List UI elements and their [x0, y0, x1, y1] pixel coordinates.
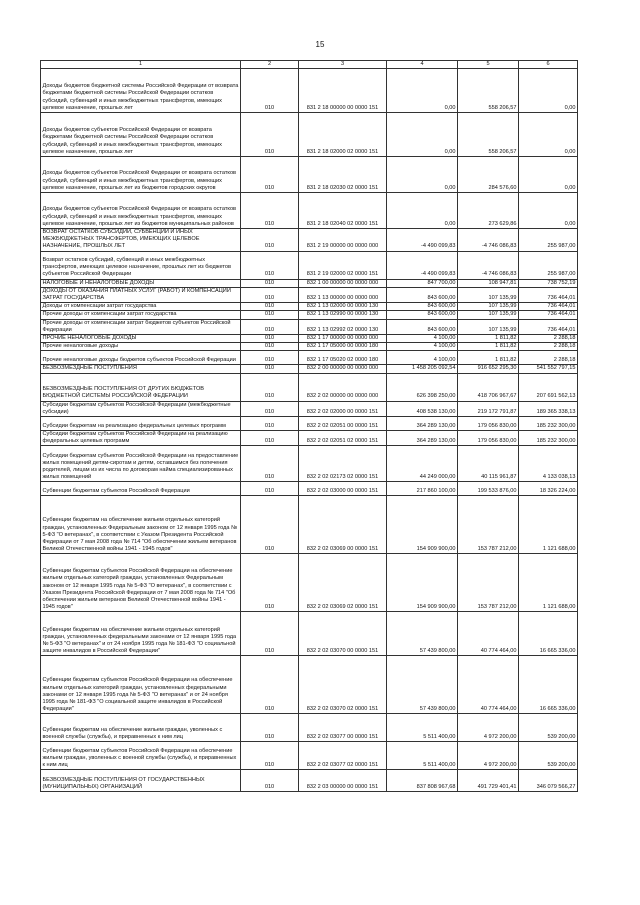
row-name-cell: Субсидии бюджетам субъектов Российской Федерации на реализацию федеральных целевых программ — [41, 431, 241, 446]
table-row — [41, 496, 578, 554]
row-line-code-cell: 010 — [241, 612, 299, 656]
row-approved-cell: 217 860 100,00 — [387, 482, 458, 496]
row-name-cell: Субвенции бюджетам субъектов Российской Федерации на обеспечение жильем отдельных категорий граждан, установленных федеральными законами от 12 января 1995 года № 5-ФЗ "О ветеранах" и от 24 ноября 1995 года № 181-ФЗ "О социальной защите инвалидов в Российской Федерации" — [41, 656, 241, 714]
row-unexecuted-cell: 255 987,00 — [519, 229, 578, 252]
row-executed-cell: 153 787 212,00 — [458, 496, 519, 554]
row-line-code-cell: 010 — [241, 303, 299, 311]
row-unexecuted-cell: 541 552 797,15 — [519, 365, 578, 373]
table-row — [41, 157, 578, 193]
row-budget-code-cell: 831 2 18 00000 00 0000 151 — [299, 69, 387, 113]
row-executed-cell: 1 811,82 — [458, 351, 519, 365]
row-budget-code-cell: 832 2 02 02000 00 0000 151 — [299, 401, 387, 416]
row-budget-code-cell: 832 2 00 00000 00 0000 000 — [299, 365, 387, 373]
row-approved-cell: 626 398 250,00 — [387, 373, 458, 401]
row-name-cell: Доходы от компенсации затрат государства — [41, 303, 241, 311]
table-row — [41, 612, 578, 656]
row-line-code-cell: 010 — [241, 482, 299, 496]
table-row — [41, 554, 578, 612]
row-budget-code-cell: 832 2 02 03077 02 0000 151 — [299, 742, 387, 770]
row-line-code-cell: 010 — [241, 69, 299, 113]
table-row — [41, 365, 578, 373]
row-line-code-cell: 010 — [241, 496, 299, 554]
row-unexecuted-cell: 2 288,18 — [519, 351, 578, 365]
row-unexecuted-cell: 1 121 688,00 — [519, 554, 578, 612]
row-executed-cell: 491 729 401,41 — [458, 770, 519, 792]
row-budget-code-cell: 832 2 02 03000 00 0000 151 — [299, 482, 387, 496]
table-row — [41, 279, 578, 287]
row-executed-cell: 40 774 464,00 — [458, 656, 519, 714]
row-approved-cell: 843 600,00 — [387, 319, 458, 334]
table-row — [41, 193, 578, 229]
table-row — [41, 69, 578, 113]
row-executed-cell: -4 746 086,83 — [458, 251, 519, 279]
row-unexecuted-cell: 736 464,01 — [519, 319, 578, 334]
row-budget-code-cell: 832 2 02 00000 00 0000 000 — [299, 373, 387, 401]
table-row — [41, 401, 578, 416]
row-line-code-cell: 010 — [241, 714, 299, 742]
row-executed-cell: 107 135,99 — [458, 303, 519, 311]
row-budget-code-cell: 832 1 13 00000 00 0000 000 — [299, 287, 387, 302]
row-budget-code-cell: 832 2 02 03077 00 0000 151 — [299, 714, 387, 742]
row-approved-cell: -4 490 099,83 — [387, 229, 458, 252]
row-budget-code-cell: 832 2 02 02051 00 0000 151 — [299, 417, 387, 431]
row-executed-cell: 558 206,57 — [458, 113, 519, 157]
header-row — [41, 61, 578, 69]
row-unexecuted-cell: 189 365 338,13 — [519, 401, 578, 416]
row-name-cell: Возврат остатков субсидий, субвенций и иных межбюджетных трансфертов, имеющих целевое назначение, прошлых лет из бюджетов субъектов Российской Федерации — [41, 251, 241, 279]
row-budget-code-cell: 832 1 17 05000 00 0000 180 — [299, 343, 387, 351]
row-budget-code-cell: 832 2 02 02051 02 0000 151 — [299, 431, 387, 446]
row-approved-cell: 0,00 — [387, 157, 458, 193]
row-unexecuted-cell: 185 232 300,00 — [519, 431, 578, 446]
row-name-cell: Субсидии бюджетам субъектов Российской Федерации на предоставление жилых помещений детям-сиротам и детям, оставшимся без попечения родителей, лицам из их числа по договорам найма специализированных жилых помещений — [41, 446, 241, 482]
row-unexecuted-cell: 2 288,18 — [519, 343, 578, 351]
row-unexecuted-cell: 0,00 — [519, 69, 578, 113]
row-approved-cell: 4 100,00 — [387, 351, 458, 365]
row-executed-cell: 558 206,57 — [458, 69, 519, 113]
row-name-cell: Субвенции бюджетам на обеспечение жильем отдельных категорий граждан, установленных Федеральным законом от 12 января 1995 года № 5-ФЗ "О ветеранах", в соответствии с Указом Президента Российской Федерации от 7 мая 2008 года № 714 "Об обеспечении жильем ветеранов Великой Отечественной войны 1941 - 1945 годов" — [41, 496, 241, 554]
row-line-code-cell: 010 — [241, 319, 299, 334]
row-approved-cell: 4 100,00 — [387, 343, 458, 351]
row-budget-code-cell: 832 1 13 02990 00 0000 130 — [299, 311, 387, 319]
row-executed-cell: 108 947,81 — [458, 279, 519, 287]
row-approved-cell: 154 909 900,00 — [387, 496, 458, 554]
row-executed-cell: 219 172 791,87 — [458, 401, 519, 416]
row-line-code-cell: 010 — [241, 351, 299, 365]
row-unexecuted-cell: 0,00 — [519, 113, 578, 157]
row-name-cell: БЕЗВОЗМЕЗДНЫЕ ПОСТУПЛЕНИЯ — [41, 365, 241, 373]
row-executed-cell: 916 652 295,30 — [458, 365, 519, 373]
row-budget-code-cell: 832 2 02 03070 00 0000 151 — [299, 612, 387, 656]
column-header: 5 — [458, 61, 519, 69]
row-budget-code-cell: 832 1 17 05020 02 0000 180 — [299, 351, 387, 365]
row-line-code-cell: 010 — [241, 335, 299, 343]
row-name-cell: Субвенции бюджетам субъектов Российской Федерации на обеспечение жильем отдельных категорий граждан, установленных Федеральным законом от 12 января 1995 года № 5-ФЗ "О ветеранах", в соответствии с Указом Президента Российской Федерации от 7 мая 2008 года № 714 "Об обеспечении жильем ветеранов Великой Отечественной войны 1941 - 1945 годов" — [41, 554, 241, 612]
row-line-code-cell: 010 — [241, 229, 299, 252]
row-budget-code-cell: 831 2 18 02040 02 0000 151 — [299, 193, 387, 229]
row-line-code-cell: 010 — [241, 157, 299, 193]
table-row — [41, 431, 578, 446]
row-budget-code-cell: 831 2 19 00000 00 0000 000 — [299, 229, 387, 252]
row-line-code-cell: 010 — [241, 343, 299, 351]
row-unexecuted-cell: 207 691 562,13 — [519, 373, 578, 401]
row-line-code-cell: 010 — [241, 279, 299, 287]
row-name-cell: Субвенции бюджетам на обеспечение жильем граждан, уволенных с военной службы (службы), и приравненных к ним лиц — [41, 714, 241, 742]
row-unexecuted-cell: 16 665 336,00 — [519, 612, 578, 656]
row-unexecuted-cell: 255 987,00 — [519, 251, 578, 279]
row-executed-cell: 1 811,82 — [458, 335, 519, 343]
row-approved-cell: 44 249 000,00 — [387, 446, 458, 482]
row-name-cell: БЕЗВОЗМЕЗДНЫЕ ПОСТУПЛЕНИЯ ОТ ГОСУДАРСТВЕННЫХ (МУНИЦИПАЛЬНЫХ) ОРГАНИЗАЦИЙ — [41, 770, 241, 792]
row-line-code-cell: 010 — [241, 446, 299, 482]
row-approved-cell: 57 439 800,00 — [387, 612, 458, 656]
row-name-cell: Субсидии бюджетам субъектов Российской Федерации (межбюджетные субсидии) — [41, 401, 241, 416]
row-executed-cell: 40 774 464,00 — [458, 612, 519, 656]
row-name-cell: Доходы бюджетов бюджетной системы Российской Федерации от возврата бюджетами бюджетной системы Российской Федерации остатков субсидий, субвенций и иных межбюджетных трансфертов, имеющих целевое назначение, прошлых лет — [41, 69, 241, 113]
row-executed-cell: 199 533 876,00 — [458, 482, 519, 496]
row-approved-cell: 57 439 800,00 — [387, 656, 458, 714]
row-line-code-cell: 010 — [241, 431, 299, 446]
row-name-cell: ПРОЧИЕ НЕНАЛОГОВЫЕ ДОХОДЫ — [41, 335, 241, 343]
row-name-cell: Прочие доходы от компенсации затрат государства — [41, 311, 241, 319]
row-unexecuted-cell: 736 464,01 — [519, 303, 578, 311]
row-name-cell: Субвенции бюджетам субъектов Российской Федерации — [41, 482, 241, 496]
row-name-cell: Прочие неналоговые доходы — [41, 343, 241, 351]
row-approved-cell: 843 600,00 — [387, 287, 458, 302]
row-line-code-cell: 010 — [241, 417, 299, 431]
row-budget-code-cell: 832 2 02 03069 02 0000 151 — [299, 554, 387, 612]
row-line-code-cell: 010 — [241, 365, 299, 373]
table-row — [41, 335, 578, 343]
row-name-cell: НАЛОГОВЫЕ И НЕНАЛОГОВЫЕ ДОХОДЫ — [41, 279, 241, 287]
row-line-code-cell: 010 — [241, 287, 299, 302]
row-budget-code-cell: 831 2 19 02000 02 0000 151 — [299, 251, 387, 279]
row-name-cell: БЕЗВОЗМЕЗДНЫЕ ПОСТУПЛЕНИЯ ОТ ДРУГИХ БЮДЖЕТОВ БЮДЖЕТНОЙ СИСТЕМЫ РОССИЙСКОЙ ФЕДЕРАЦИИ — [41, 373, 241, 401]
table-row — [41, 303, 578, 311]
row-approved-cell: 0,00 — [387, 69, 458, 113]
table-row — [41, 343, 578, 351]
column-header: 3 — [299, 61, 387, 69]
row-line-code-cell: 010 — [241, 113, 299, 157]
row-unexecuted-cell: 18 326 224,00 — [519, 482, 578, 496]
row-budget-code-cell: 831 2 18 02030 02 0000 151 — [299, 157, 387, 193]
row-approved-cell: 847 700,00 — [387, 279, 458, 287]
row-budget-code-cell: 832 1 13 02000 00 0000 130 — [299, 303, 387, 311]
table-row — [41, 113, 578, 157]
row-executed-cell: 107 135,99 — [458, 287, 519, 302]
row-executed-cell: 4 972 200,00 — [458, 714, 519, 742]
table-row — [41, 482, 578, 496]
row-budget-code-cell: 832 2 03 00000 00 0000 151 — [299, 770, 387, 792]
row-executed-cell: -4 746 086,83 — [458, 229, 519, 252]
row-line-code-cell: 010 — [241, 251, 299, 279]
table-row — [41, 229, 578, 252]
row-approved-cell: 843 600,00 — [387, 311, 458, 319]
row-budget-code-cell: 832 2 02 03069 00 0000 151 — [299, 496, 387, 554]
row-executed-cell: 4 972 200,00 — [458, 742, 519, 770]
row-name-cell: ДОХОДЫ ОТ ОКАЗАНИЯ ПЛАТНЫХ УСЛУГ (РАБОТ) И КОМПЕНСАЦИИ ЗАТРАТ ГОСУДАРСТВА — [41, 287, 241, 302]
row-approved-cell: 0,00 — [387, 193, 458, 229]
table-row — [41, 417, 578, 431]
table-row — [41, 656, 578, 714]
row-line-code-cell: 010 — [241, 554, 299, 612]
column-header: 6 — [519, 61, 578, 69]
row-unexecuted-cell: 539 200,00 — [519, 714, 578, 742]
row-executed-cell: 1 811,82 — [458, 343, 519, 351]
row-name-cell: Субсидии бюджетам на реализацию федеральных целевых программ — [41, 417, 241, 431]
row-name-cell: Субвенции бюджетам субъектов Российской Федерации на обеспечение жильем граждан, уволенных с военной службы (службы), и приравненных к ним лиц — [41, 742, 241, 770]
row-executed-cell: 40 115 961,87 — [458, 446, 519, 482]
row-approved-cell: 364 289 130,00 — [387, 417, 458, 431]
page-number: 15 — [315, 40, 325, 49]
row-unexecuted-cell: 736 464,01 — [519, 287, 578, 302]
row-name-cell: Субвенции бюджетам на обеспечение жильем отдельных категорий граждан, установленных федеральными законами от 12 января 1995 года № 5-ФЗ "О ветеранах" и от 24 ноября 1995 года № 181-ФЗ "О социальной защите инвалидов в Российской Федерации" — [41, 612, 241, 656]
row-unexecuted-cell: 16 665 336,00 — [519, 656, 578, 714]
table-row — [41, 742, 578, 770]
row-approved-cell: 154 909 900,00 — [387, 554, 458, 612]
row-executed-cell: 153 787 212,00 — [458, 554, 519, 612]
row-executed-cell: 107 135,99 — [458, 319, 519, 334]
table-row — [41, 251, 578, 279]
row-unexecuted-cell: 0,00 — [519, 193, 578, 229]
column-header: 2 — [241, 61, 299, 69]
row-name-cell: Прочие доходы от компенсации затрат бюджетов субъектов Российской Федерации — [41, 319, 241, 334]
row-executed-cell: 284 576,60 — [458, 157, 519, 193]
row-approved-cell: 408 538 130,00 — [387, 401, 458, 416]
table-row — [41, 373, 578, 401]
row-executed-cell: 179 056 830,00 — [458, 417, 519, 431]
row-unexecuted-cell: 0,00 — [519, 157, 578, 193]
row-name-cell: ВОЗВРАТ ОСТАТКОВ СУБСИДИЙ, СУБВЕНЦИЙ И ИНЫХ МЕЖБЮДЖЕТНЫХ ТРАНСФЕРТОВ, ИМЕЮЩИХ ЦЕЛЕВОЕ НАЗНАЧЕНИЕ, ПРОШЛЫХ ЛЕТ — [41, 229, 241, 252]
table-row — [41, 770, 578, 792]
row-executed-cell: 418 706 967,67 — [458, 373, 519, 401]
row-budget-code-cell: 832 2 02 03070 02 0000 151 — [299, 656, 387, 714]
revenue-table — [40, 60, 578, 792]
row-approved-cell: 843 600,00 — [387, 303, 458, 311]
row-unexecuted-cell: 2 288,18 — [519, 335, 578, 343]
row-budget-code-cell: 832 1 13 02992 02 0000 130 — [299, 319, 387, 334]
row-approved-cell: 364 289 130,00 — [387, 431, 458, 446]
table-row — [41, 351, 578, 365]
row-executed-cell: 273 629,86 — [458, 193, 519, 229]
row-line-code-cell: 010 — [241, 373, 299, 401]
row-name-cell: Прочие неналоговые доходы бюджетов субъектов Российской Федерации — [41, 351, 241, 365]
row-budget-code-cell: 832 1 00 00000 00 0000 000 — [299, 279, 387, 287]
row-budget-code-cell: 832 2 02 02173 02 0000 151 — [299, 446, 387, 482]
column-header: 1 — [41, 61, 241, 69]
row-approved-cell: -4 490 099,83 — [387, 251, 458, 279]
row-executed-cell: 107 135,99 — [458, 311, 519, 319]
row-executed-cell: 179 056 830,00 — [458, 431, 519, 446]
row-line-code-cell: 010 — [241, 656, 299, 714]
row-name-cell: Доходы бюджетов субъектов Российской Федерации от возврата остатков субсидий, субвенций и иных межбюджетных трансфертов, имеющих целевое назначение, прошлых лет из бюджетов муниципальных районов — [41, 193, 241, 229]
row-approved-cell: 4 100,00 — [387, 335, 458, 343]
row-unexecuted-cell: 738 752,19 — [519, 279, 578, 287]
row-name-cell: Доходы бюджетов субъектов Российской Федерации от возврата остатков субсидий, субвенций и иных межбюджетных трансфертов, имеющих целевое назначение, прошлых лет из бюджетов городских округов — [41, 157, 241, 193]
row-unexecuted-cell: 736 464,01 — [519, 311, 578, 319]
row-approved-cell: 1 458 205 092,54 — [387, 365, 458, 373]
row-unexecuted-cell: 346 079 566,27 — [519, 770, 578, 792]
row-budget-code-cell: 832 1 17 00000 00 0000 000 — [299, 335, 387, 343]
row-line-code-cell: 010 — [241, 401, 299, 416]
table-row — [41, 287, 578, 302]
row-budget-code-cell: 831 2 18 02000 02 0000 151 — [299, 113, 387, 157]
table-row — [41, 311, 578, 319]
row-line-code-cell: 010 — [241, 193, 299, 229]
table-row — [41, 446, 578, 482]
row-line-code-cell: 010 — [241, 742, 299, 770]
column-header: 4 — [387, 61, 458, 69]
row-unexecuted-cell: 539 200,00 — [519, 742, 578, 770]
row-unexecuted-cell: 1 121 688,00 — [519, 496, 578, 554]
row-approved-cell: 5 511 400,00 — [387, 742, 458, 770]
table-row — [41, 714, 578, 742]
row-approved-cell: 0,00 — [387, 113, 458, 157]
table-row — [41, 319, 578, 334]
row-unexecuted-cell: 185 232 300,00 — [519, 417, 578, 431]
row-approved-cell: 837 808 967,68 — [387, 770, 458, 792]
row-approved-cell: 5 511 400,00 — [387, 714, 458, 742]
row-unexecuted-cell: 4 133 038,13 — [519, 446, 578, 482]
row-name-cell: Доходы бюджетов субъектов Российской Федерации от возврата бюджетами бюджетной системы Российской Федерации остатков субсидий, субвенций и иных межбюджетных трансфертов, имеющих целевое назначение, прошлых лет — [41, 113, 241, 157]
row-line-code-cell: 010 — [241, 311, 299, 319]
row-line-code-cell: 010 — [241, 770, 299, 792]
